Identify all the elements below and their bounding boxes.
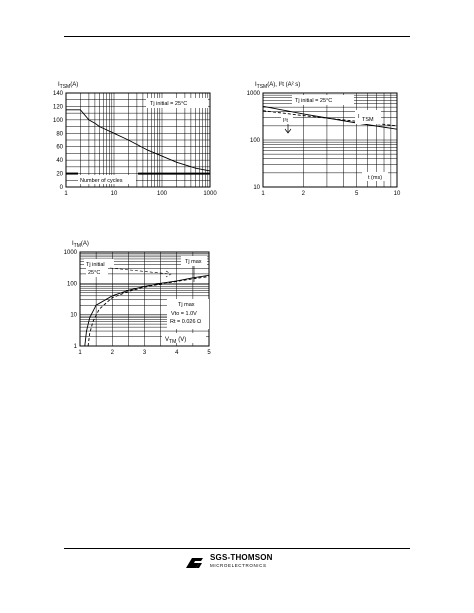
st-logo-icon: [184, 556, 204, 570]
y-tick-label: 1: [73, 344, 77, 350]
x-tick-label: 2: [110, 350, 114, 356]
x-tick-label: 5: [354, 191, 359, 197]
x-tick-label: 10: [393, 191, 401, 197]
y-tick-label: 120: [52, 104, 63, 111]
x-tick-label: 1: [78, 350, 82, 356]
annotation: TSM: [362, 117, 374, 123]
annotation: 25°C: [88, 270, 101, 276]
x-tick-label: 5: [207, 350, 211, 356]
x-tick-label: 2: [301, 191, 306, 197]
annotation: I: [358, 114, 360, 120]
footer-subtitle: MICROELECTRONICS: [210, 563, 267, 568]
annotation: Tj initial = 25°C: [150, 101, 188, 107]
annotation: I²t: [283, 118, 288, 124]
y-tick-label: 10: [253, 185, 260, 191]
tj-initial-arrow: [110, 268, 171, 277]
x-axis-unit: $V_{TM}$ (V): [165, 337, 187, 345]
x-tick-label: 3: [142, 350, 147, 356]
annotation: Rt = 0.026 Ω: [170, 319, 202, 325]
y-tick-label: 40: [56, 158, 63, 165]
annotation: Tj max: [178, 302, 195, 308]
y-axis-label: $I_{TM}(A)$: [72, 241, 89, 249]
y-tick-label: 100: [66, 281, 77, 288]
y-tick-label: 10: [70, 312, 77, 319]
y-tick-label: 20: [56, 171, 63, 178]
y-tick-label: 140: [52, 91, 63, 97]
y-tick-label: 100: [52, 117, 63, 124]
y-tick-label: 1000: [246, 91, 260, 97]
y-tick-label: 0: [59, 185, 63, 191]
footer-rule: [64, 548, 410, 549]
annotation: Vto = 1.0V: [171, 311, 197, 317]
y-tick-label: 80: [56, 131, 63, 138]
y-tick-label: 1000: [63, 250, 77, 256]
x-tick-label: 1: [261, 191, 265, 197]
annotation: Tj initial = 25°C: [295, 98, 333, 104]
x-tick-label: 1: [64, 191, 68, 197]
x-tick-label: 10: [110, 191, 118, 197]
annotation: Number of cycles: [80, 178, 123, 184]
annotation: Tj initial: [86, 262, 105, 268]
x-tick-label: 1000: [203, 191, 217, 197]
y-tick-label: 60: [56, 144, 63, 151]
annotation: Tj max: [185, 259, 202, 265]
x-tick-label: 4: [175, 350, 179, 356]
x-tick-label: 100: [156, 191, 168, 197]
y-axis-label: $I_{TSM}(A)$, I²t (A² s): [255, 82, 301, 90]
y-tick-label: 100: [249, 138, 260, 144]
y-axis-label: $I_{TSM}(A)$: [58, 82, 79, 90]
x-axis-unit: t (ms): [368, 175, 383, 181]
footer-brand: SGS-THOMSON: [210, 553, 273, 562]
